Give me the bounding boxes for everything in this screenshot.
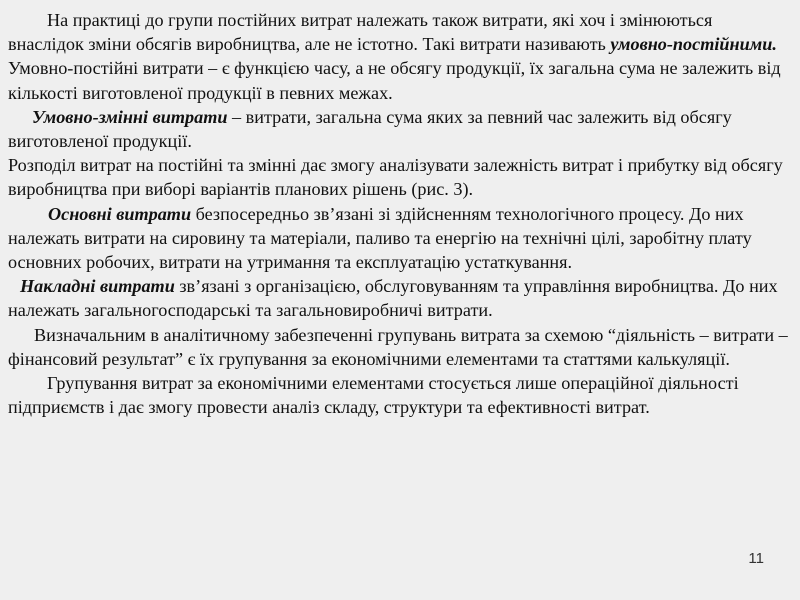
paragraph-economic-elements	[8, 371, 790, 419]
paragraph-text: – витрати, загальна сума яких за певний час залежить від обсягу виготовленої продукції.	[8, 106, 732, 152]
paragraph-overhead-costs	[8, 274, 790, 322]
paragraph-text: Групування витрат за економічними елементами стосується лише операційної діяльності підприємств і дає змогу провести аналіз складу, структури та ефективності витрат.	[8, 373, 739, 418]
paragraph-text: Визначальним в аналітичному забезпеченні групувань витрата за схемою “діяльність – витрати – фінансовий результат” є їх групування за економічними елементами та статтями калькуляції.	[8, 324, 788, 369]
page-number: 11	[748, 550, 764, 567]
paragraph-cost-division	[8, 153, 790, 201]
term-conditionally-variable: Умовно-змінні витрати	[32, 106, 228, 127]
paragraph-conditionally-fixed-costs	[8, 8, 790, 105]
slide-content	[8, 8, 790, 594]
paragraph-text: безпосередньо зв’язані зі здійсненням технологічного процесу. До них належать витрати на сировину та матеріали, паливо та енергію на технічні цілі, заробітну плату основних робочих, витрати на утримання та експлуатацію устаткування.	[8, 203, 752, 273]
paragraph-text: зв’язані з організацією, обслуговуванням та управління виробництва. До них належать загальногосподарські та загальновиробничі витрати.	[8, 276, 778, 321]
paragraph-text: На практиці до групи постійних витрат належать також витрати, які хоч і змінюються внаслідок зміни обсягів виробництва, але не істотно. Такі витрати називають	[8, 10, 713, 55]
term-direct-costs: Основні витрати	[48, 203, 192, 224]
paragraph-grouping-scheme	[8, 323, 790, 371]
paragraph-text: Розподіл витрат на постійні та змінні дає змогу аналізувати залежність витрат і прибутку від обсягу виробництва при виборі варіантів планових рішень (рис. 3).	[8, 155, 783, 200]
term-overhead-costs: Накладні витрати	[20, 276, 175, 297]
paragraph-text: Умовно-постійні витрати – є функцією часу, а не обсягу продукції, їх загальна сума не залежить від кількості виготовленої продукції в певних межах.	[8, 58, 781, 103]
paragraph-conditionally-variable-costs	[8, 105, 790, 153]
term-conditionally-fixed: умовно-постійними.	[610, 34, 777, 55]
paragraph-direct-costs	[8, 202, 790, 275]
